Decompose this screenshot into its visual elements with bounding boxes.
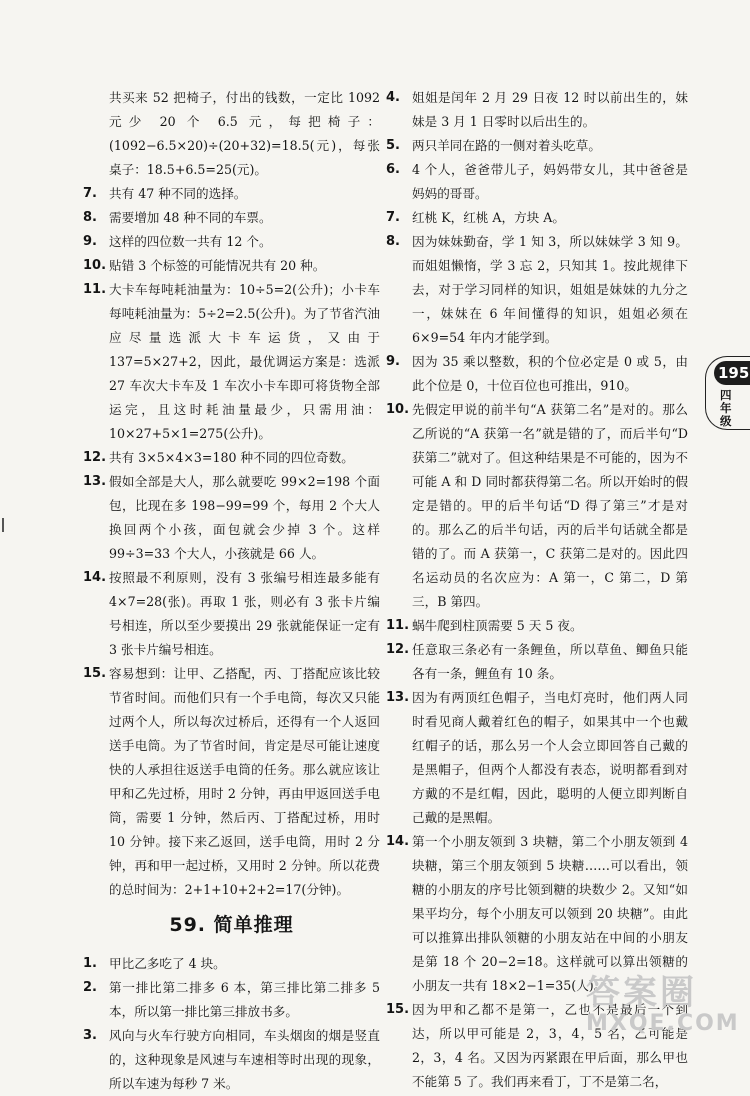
- answer-text: 共有 47 种不同的选择。: [109, 186, 247, 201]
- answer-item: [386, 134, 688, 158]
- answer-text: 先假定甲说的前半句“A 获第二名”是对的。那么乙所说的“A 获第一名”就是错的了，而后半句“D 获第二”就对了。但这种结果是不可能的，因为不可能 A 和 D 同时都获得第二名。所以开始时的假定是错的。甲的后半句话“D 得了第三”才是对的。那么乙的后半句话，丙的后半句话就全都是错的了。而 A 获第一，C 获第二是对的。因此四名运动员的名次应为：A 第一，C 第二，D 第三，B 第四。: [412, 402, 688, 609]
- watermark-text-top: 答案圈: [586, 973, 697, 1013]
- answer-item: [83, 976, 380, 1024]
- answer-number: 3.: [83, 1028, 97, 1043]
- answer-item: [83, 1024, 380, 1096]
- answer-item: [386, 230, 688, 350]
- left-answer-list: [83, 86, 380, 902]
- answer-item: [83, 86, 380, 182]
- answer-text: 这样的四位数一共有 12 个。: [109, 234, 272, 249]
- answer-item: [386, 86, 688, 134]
- answer-number: 13.: [83, 474, 107, 489]
- answer-item: [386, 350, 688, 398]
- answer-number: 10.: [83, 258, 107, 273]
- answer-item: [386, 158, 688, 206]
- answer-text: 姐姐是闰年 2 月 29 日夜 12 时以前出生的，妹妹是 3 月 1 日零时以后出生的。: [412, 90, 688, 129]
- answer-text: 4 个人，爸爸带儿子，妈妈带女儿，其中爸爸是妈妈的哥哥。: [412, 162, 688, 201]
- answer-number: 14.: [386, 834, 410, 849]
- answer-text: 第一个小朋友领到 3 块糖，第二个小朋友领到 4 块糖，第三个朋友领到 5 块糖……可以看出，领糖的小朋友的序号比领到糖的块数少 2。又知“如果平均分，每个小朋友可以领到 20 块糖”。由此可以推算出排队领糖的小朋友站在中间的小朋友是第 18 个 20−2=18。这样就可以算出领糖的小朋友一共有 18×2−1=35(人)。: [412, 834, 688, 993]
- answer-text: 大卡车每吨耗油量为：10÷5=2(公升)；小卡车每吨耗油量为：5÷2=2.5(公升)。为了节省汽油应尽量选派大卡车运货，又由于 137=5×27+2，因此，最优调运方案是：选派 27 车次大卡车及 1 车次小卡车即可将货物全部运完，且这时耗油量最少，只需用油：10×27+5×1=275(公升)。: [109, 282, 380, 441]
- answer-item: [83, 662, 380, 902]
- answer-number: 4.: [386, 90, 400, 105]
- left-column: [83, 86, 380, 1096]
- answer-text: 任意取三条必有一条鲤鱼，所以草鱼、鲫鱼只能各有一条，鲤鱼有 10 条。: [412, 642, 688, 681]
- answer-number: 12.: [386, 642, 410, 657]
- answer-item: [386, 206, 688, 230]
- page-side-tab: [705, 356, 750, 430]
- answer-number: 7.: [386, 210, 400, 225]
- answer-item: [83, 278, 380, 446]
- answer-item: [83, 254, 380, 278]
- answer-number: 2.: [83, 980, 97, 995]
- answer-number: 1.: [83, 956, 97, 971]
- answer-number: 13.: [386, 690, 410, 705]
- answer-item: [386, 638, 688, 686]
- answer-text: 因为甲和乙都不是第一，乙也不是最后一个到达，所以甲可能是 2，3，4，5 名，乙可能是 2，3，4 名。又因为丙紧跟在甲后面，那么甲也不能第 5 了。我们再来看丁，丁不是第二名，: [412, 1002, 688, 1089]
- answer-text: 第一排比第二排多 6 本，第三排比第二排多 5 本，所以第一排比第三排放书多。: [109, 980, 380, 1019]
- answer-item: [83, 230, 380, 254]
- answer-number: 5.: [386, 138, 400, 153]
- answer-item: [83, 446, 380, 470]
- watermark-logo: [586, 973, 740, 1040]
- answer-number: 15.: [386, 1002, 410, 1017]
- scan-mark: [2, 518, 4, 532]
- answer-text: 红桃 K，红桃 A，方块 A。: [412, 210, 565, 225]
- answer-text: 因为妹妹勤奋，学 1 知 3，所以妹妹学 3 知 9。而姐姐懒惰，学 3 忘 2，只知其 1。按此规律下去，对于学习同样的知识，姐姐是妹妹的九分之一，妹妹在 6 年间懂得的知识，姐姐必须在 6×9=54 年内才能学到。: [412, 234, 688, 345]
- answer-text: 蜗牛爬到柱顶需要 5 天 5 夜。: [412, 618, 583, 633]
- answer-text: 共买来 52 把椅子，付出的钱数，一定比 1092 元少 20 个 6.5 元，每把椅子：(1092−6.5×20)÷(20+32)=18.5(元)，每张桌子：18.5+6.5=25(元)。: [109, 90, 380, 177]
- answer-number: 6.: [386, 162, 400, 177]
- answer-item: [83, 470, 380, 566]
- answer-text: 共有 3×5×4×3=180 种不同的四位奇数。: [109, 450, 354, 465]
- answer-item: [83, 206, 380, 230]
- answer-item: [83, 182, 380, 206]
- answer-item: [386, 686, 688, 830]
- watermark-text-bottom: MXQE.COM: [586, 1011, 740, 1036]
- answer-number: 12.: [83, 450, 107, 465]
- right-column: [386, 86, 688, 1094]
- answer-number: 10.: [386, 402, 410, 417]
- answer-text: 需要增加 48 种不同的车票。: [109, 210, 272, 225]
- answer-item: [83, 566, 380, 662]
- answer-text: 因为 35 乘以整数，积的个位必定是 0 或 5，由此个位是 0，十位百位也可推出，910。: [412, 354, 688, 393]
- right-answer-list: [386, 86, 688, 1094]
- answer-number: 11.: [83, 282, 107, 297]
- answer-text: 因为有两顶红色帽子，当电灯亮时，他们两人同时看见商人戴着红色的帽子，如果其中一个也戴红帽子的话，那么另一个人会立即回答自己戴的是黑帽子，但两个人都没有表态，说明都看到对方戴的不是红帽，因此，聪明的人便立即判断自己戴的是黑帽。: [412, 690, 688, 825]
- answer-text: 按照最不利原则，没有 3 张编号相连最多能有 4×7=28(张)。再取 1 张，则必有 3 张卡片编号相连，所以至少要摸出 29 张就能保证一定有 3 张卡片编号相连。: [109, 570, 380, 657]
- grade-label: 四年级: [720, 388, 732, 428]
- answer-text: 容易想到：让甲、乙搭配，丙、丁搭配应该比较节省时间。而他们只有一个手电筒，每次又只能过两个人，所以每次过桥后，还得有一个人返回送手电筒。为了节省时间，肯定是尽可能让速度快的人承担往返送手电筒的任务。那么就应该让甲和乙先过桥，用时 2 分钟，再由甲返回送手电筒，需要 1 分钟，然后丙、丁搭配过桥，用时 10 分钟。接下来乙返回，送手电筒，用时 2 分钟，再和甲一起过桥，又用时 2 分钟。所以花费的总时间为：2+1+10+2+2=17(分钟)。: [109, 666, 380, 897]
- answer-number: 15.: [83, 666, 107, 681]
- answer-text: 甲比乙多吃了 4 块。: [109, 956, 226, 971]
- answer-number: 9.: [386, 354, 400, 369]
- answer-text: 假如全部是大人，那么就要吃 99×2=198 个面包，比现在多 198−99=99 个，每用 2 个大人换回两个小孩，面包就会少掉 3 个。这样 99÷3=33 个大人，小孩就是 66 人。: [109, 474, 380, 561]
- answer-number: 14.: [83, 570, 107, 585]
- answer-item: [386, 398, 688, 614]
- answer-number: 8.: [83, 210, 97, 225]
- answer-number: 11.: [386, 618, 410, 633]
- answer-text: 风向与火车行驶方向相同，车头烟囱的烟是竖直的，这种现象是风速与车速相等时出现的现象，所以车速为每秒 7 米。: [109, 1028, 380, 1091]
- answer-number: 7.: [83, 186, 97, 201]
- section-title: 59. 简单推理: [169, 914, 294, 936]
- answer-item: [83, 952, 380, 976]
- answer-number: 9.: [83, 234, 97, 249]
- section-answer-list: [83, 952, 380, 1096]
- page-number: 195: [714, 361, 750, 385]
- answer-item: [386, 614, 688, 638]
- answer-text: 贴错 3 个标签的可能情况共有 20 种。: [109, 258, 326, 273]
- answer-text: 两只羊同在路的一侧对着头吃草。: [412, 138, 601, 153]
- answer-number: 8.: [386, 234, 400, 249]
